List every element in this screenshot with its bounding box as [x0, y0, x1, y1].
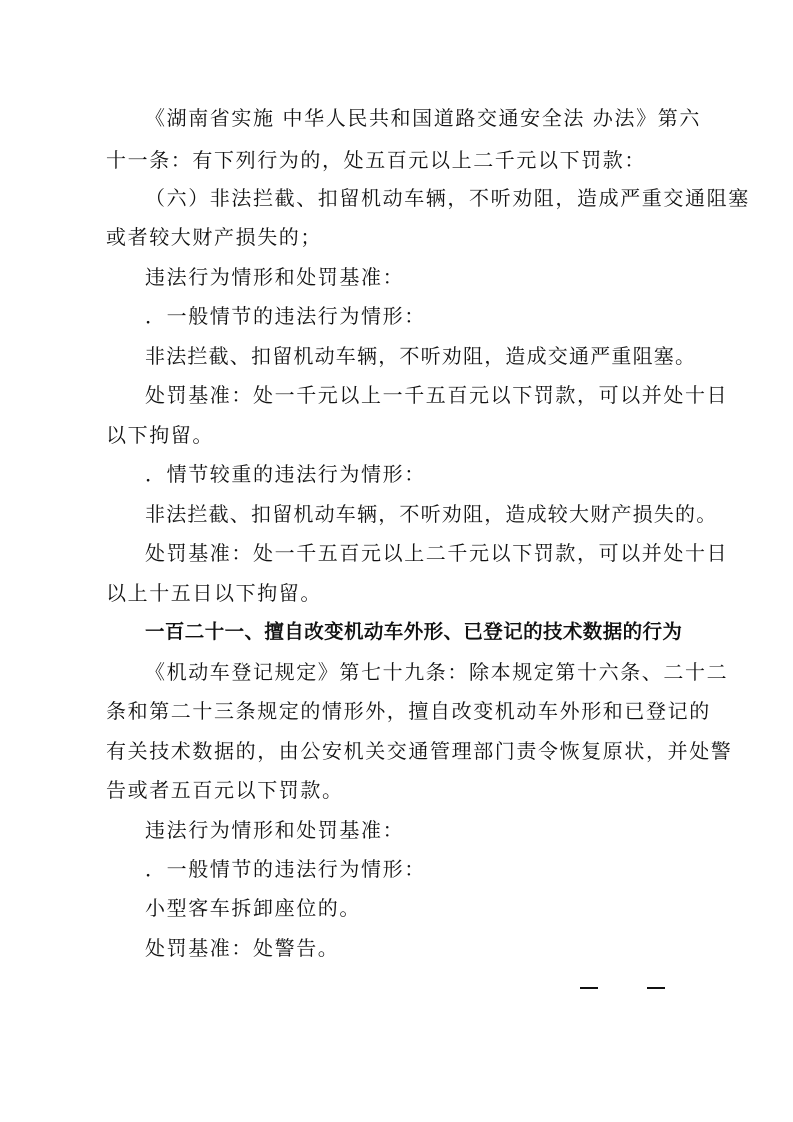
paragraph-line: 处罚基准：处一千五百元以上二千元以下罚款，可以并处十日 — [145, 541, 729, 565]
page-number-dash-right — [647, 987, 665, 989]
paragraph-line: 以下拘留。 — [106, 423, 214, 447]
paragraph-line: ．一般情节的违法行为情形： — [145, 857, 426, 881]
paragraph-line: 违法行为情形和处罚基准： — [145, 265, 405, 289]
paragraph-line: 十一条：有下列行为的，处五百元以上二千元以下罚款： — [106, 148, 646, 172]
paragraph-line: 有关技术数据的，由公安机关交通管理部门责令恢复原状，并处警 — [106, 739, 733, 763]
paragraph-line: 或者较大财产损失的； — [106, 225, 322, 249]
page-number-footer — [580, 973, 670, 1003]
section-heading: 一百二十一、擅自改变机动车外形、已登记的技术数据的行为 — [145, 620, 683, 643]
paragraph-line: 非法拦截、扣留机动车辆，不听劝阻，造成较大财产损失的。 — [145, 502, 718, 526]
paragraph-line: ．一般情节的违法行为情形： — [145, 304, 426, 328]
paragraph-line: 《湖南省实施 中华人民共和国道路交通安全法 办法》第六 — [145, 106, 701, 130]
paragraph-line: ．情节较重的违法行为情形： — [145, 462, 426, 486]
page-number-dash-left — [580, 987, 598, 989]
paragraph-line: 条和第二十三条规定的情形外，擅自改变机动车外形和已登记的 — [106, 699, 711, 723]
paragraph-line: 小型客车拆卸座位的。 — [145, 896, 361, 920]
paragraph-line: 以上十五日以下拘留。 — [106, 581, 322, 605]
paragraph-line: 非法拦截、扣留机动车辆，不听劝阻，造成交通严重阻塞。 — [145, 344, 697, 368]
paragraph-line: 告或者五百元以下罚款。 — [106, 778, 344, 802]
paragraph-line: 处罚基准：处一千元以上一千五百元以下罚款，可以并处十日 — [145, 383, 729, 407]
paragraph-line: （六）非法拦截、扣留机动车辆，不听劝阻，造成严重交通阻塞 — [145, 186, 750, 210]
paragraph-line: 处罚基准：处警告。 — [145, 936, 340, 960]
paragraph-line: 《机动车登记规定》第七十九条：除本规定第十六条、二十二 — [145, 660, 729, 684]
paragraph-line: 违法行为情形和处罚基准： — [145, 818, 405, 842]
